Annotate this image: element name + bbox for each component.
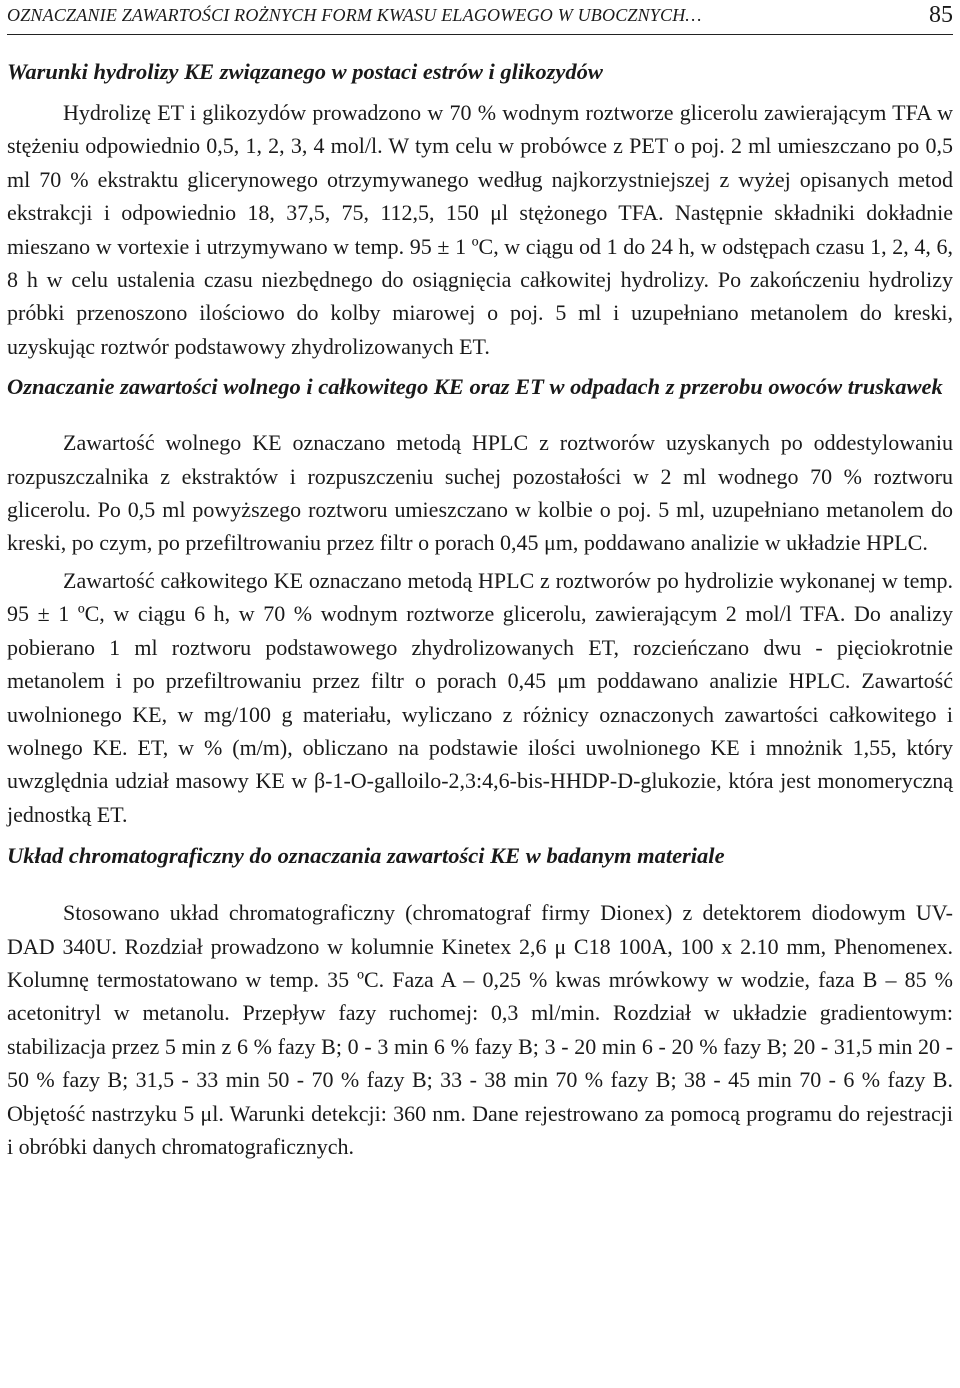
paragraph-hydrolysis-procedure: Hydrolizę ET i glikozydów prowadzono w 70 % wodnym roztworze glicerolu zawierającym TFA w stężeniu odpowiednio 0,5, 1, 2, 3, 4 mol/l. W tym celu w probówce z PET o poj. 2 ml umieszczano po 0,5 ml 70 % ekstraktu glicerynowego otrzymywanego według najkorzystniejszej z wyżej opisanych metod ekstrakcji i odpowiednio 18, 37,5, 75, 112,5, 150 μl stężonego TFA. Następnie składniki dokładnie mieszano w vortexie i utrzymywano w temp. 95 ± 1 ºC, w ciągu od 1 do 24 h, w odstępach czasu 1, 2, 4, 6, 8 h w celu ustalenia czasu niezbędnego do osiągnięcia całkowitej hydrolizy. Po zakończeniu hydrolizy próbki przenoszono ilościowo do kolby miarowej o poj. 5 ml i uzupełniano metanolem do kreski, uzyskując roztwór podstawowy zhydrolizowanych ET. [7,100,953,359]
paragraph-free-ellagic-acid: Zawartość wolnego KE oznaczano metodą HPLC z roztworów uzyskanych po oddestylowaniu rozpuszczalnika z ekstraktów i rozpuszczeniu suchej pozostałości w 2 ml wodnego 70 % roztworu glicerolu. Po 0,5 ml powyższego roztworu umieszczano w kolbie o poj. 5 ml, uzupełniano metanolem do kreski, po czym, po przefiltrowaniu przez filtr o porach 0,45 μm, poddawano analizie w układzie HPLC. [7,430,953,556]
page-number: 85 [929,2,953,28]
section-heading-hydrolysis-conditions: Warunki hydrolizy KE związanego w postaci estrów i glikozydów [7,59,603,84]
running-title: OZNACZANIE ZAWARTOŚCI ROŻNYCH FORM KWASU ELAGOWEGO W UBOCZNYCH… [7,5,702,25]
section-heading-ellagic-acid-determination: Oznaczanie zawartości wolnego i całkowitego KE oraz ET w odpadach z przerobu owoców truskawek [7,374,943,400]
paragraph-total-ellagic-acid: Zawartość całkowitego KE oznaczano metodą HPLC z roztworów po hydrolizie wykonanej w temp. 95 ± 1 ºC, w ciągu 6 h, w 70 % wodnym roztworze glicerolu, zawierającym 2 mol/l TFA. Do analizy pobierano 1 ml roztworu podstawowego zhydrolizowanych ET, rozcieńczano dwu - pięciokrotnie metanolem i po przefiltrowaniu przez filtr o porach 0,45 μm poddawano analizie HPLC. Zawartość uwolnionego KE, w mg/100 g materiału, wyliczano z różnicy oznaczonych zawartości całkowitego i wolnego KE. ET, w % (m/m), obliczano na podstawie ilości uwolnionego KE i mnożnik 1,55, który uwzględnia udział masowy KE w β-1-O-galloilo-2,3:4,6-bis-HHDP-D-glukozie, która jest monomeryczną jednostką ET. [7,567,953,827]
section-heading-chromatographic-system: Układ chromatograficzny do oznaczania zawartości KE w badanym materiale [7,843,725,869]
running-header [7,0,953,35]
document-page [7,0,953,1163]
paragraph-chromatographic-conditions: Stosowano układ chromatograficzny (chromatograf firmy Dionex) z detektorem diodowym UV-DAD 340U. Rozdział prowadzono w kolumnie Kinetex 2,6 μ C18 100A, 100 x 2.10 mm, Phenomenex. Kolumnę termostatowano w temp. 35 ºC. Faza A – 0,25 % kwas mrówkowy w wodzie, faza B – 85 % acetonitryl w metanolu. Przepływ fazy ruchomej: 0,3 ml/min. Rozdział w układzie gradientowym: stabilizacja przez 5 min z 6 % fazy B; 0 - 3 min 6 % fazy B; 3 - 20 min 6 - 20 % fazy B; 20 - 31,5 min 20 - 50 % fazy B; 31,5 - 33 min 50 - 70 % fazy B; 33 - 38 min 70 % fazy B; 38 - 45 min 70 - 6 % fazy B. Objętość nastrzyku 5 μl. Warunki detekcji: 360 nm. Dane rejestrowano za pomocą programu do rejestracji i obróbki danych chromatograficznych. [7,900,953,1159]
